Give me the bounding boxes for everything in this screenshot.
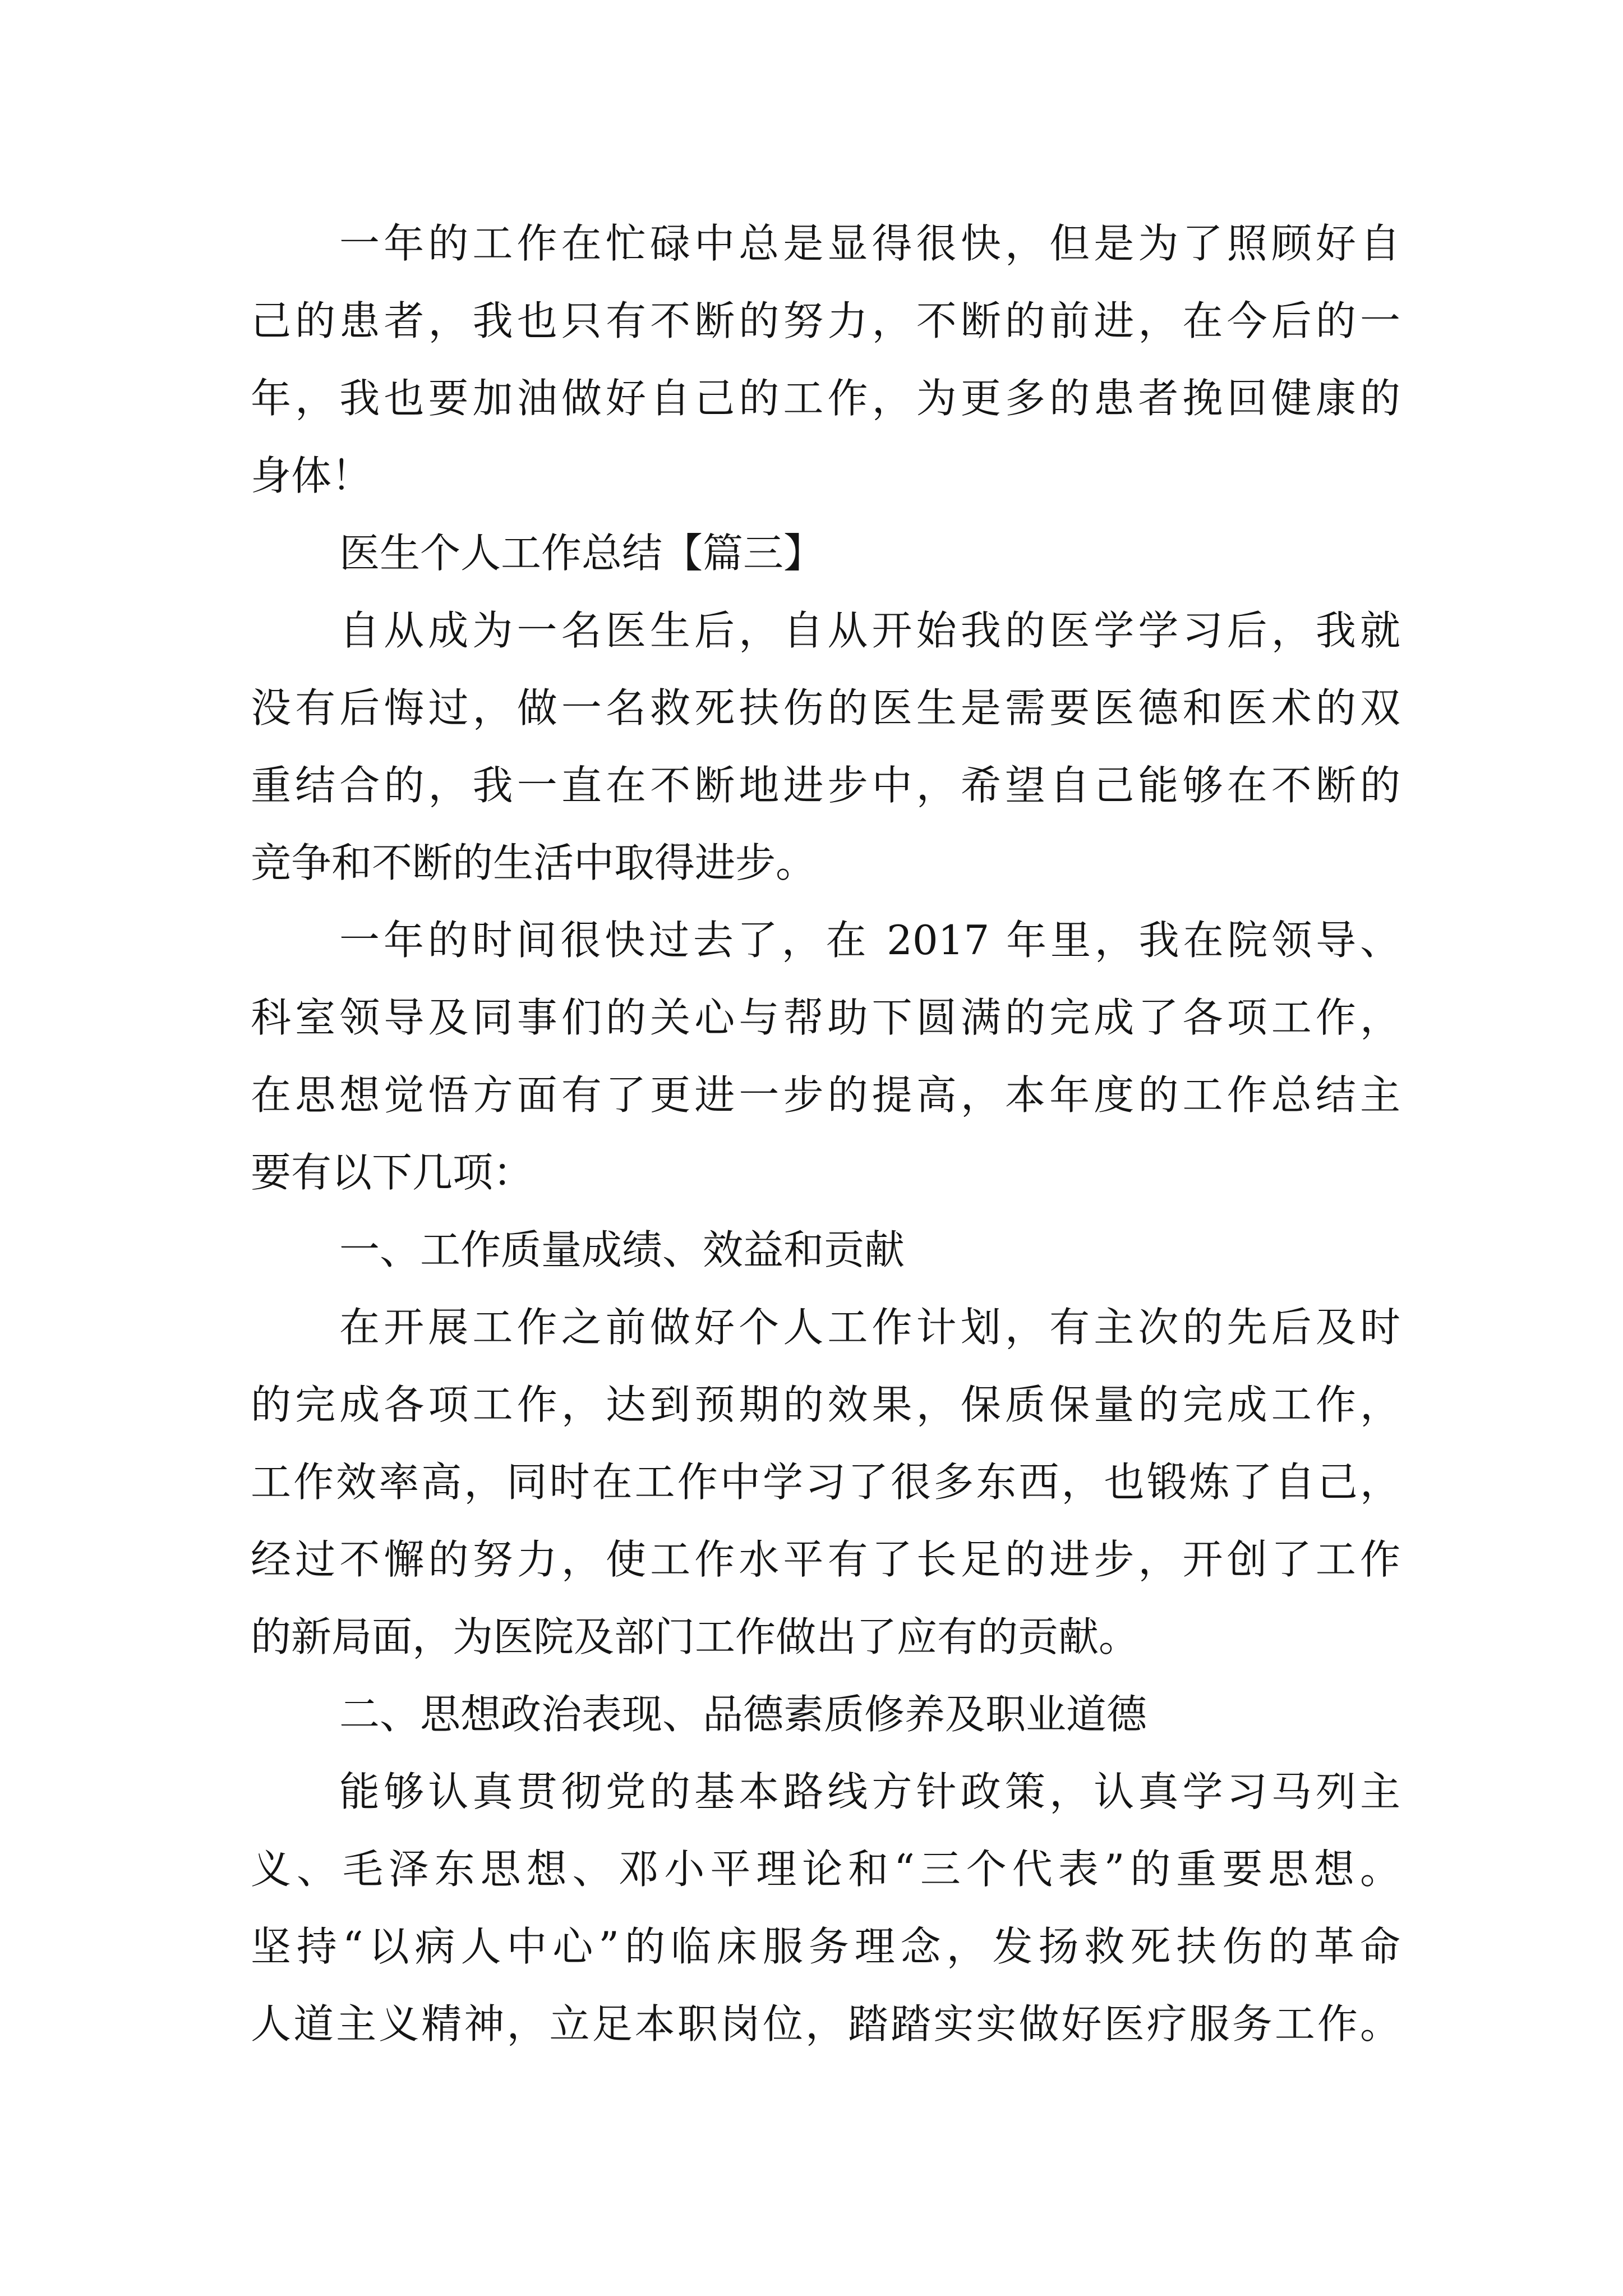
text-line: 人道主义精神，立足本职岗位，踏踏实实做好医疗服务工作。 xyxy=(251,2000,1400,2047)
section-title xyxy=(251,1676,1400,1753)
text-line: 己的患者，我也只有不断的努力，不断的前进，在今后的一 xyxy=(251,297,1400,344)
section-heading: 二、思想政治表现、品德素质修养及职业道德 xyxy=(339,1691,1147,1738)
text-line: 在思想觉悟方面有了更进一步的提高，本年度的工作总结主 xyxy=(251,1071,1400,1119)
text-line: 要有以下几项： xyxy=(251,1149,534,1196)
text-line: 身体！ xyxy=(251,452,372,499)
text-line: 一年的工作在忙碌中总是显得很快，但是为了照顾好自 xyxy=(339,220,1400,267)
text-line: 义、毛泽东思想、邓小平理论和“三个代表”的重要思想。 xyxy=(251,1846,1400,1893)
section-title xyxy=(251,514,1400,592)
text-line: 年，我也要加油做好自己的工作，为更多的患者挽回健康的 xyxy=(251,375,1400,422)
text-line: 一年的时间很快过去了，在 2017 年里，我在院领导、 xyxy=(339,917,1400,964)
text-line: 在开展工作之前做好个人工作计划，有主次的先后及时 xyxy=(339,1304,1400,1351)
paragraph xyxy=(251,901,1400,1211)
text-line: 的完成各项工作，达到预期的效果，保质保量的完成工作， xyxy=(251,1381,1400,1428)
text-line: 的新局面，为医院及部门工作做出了应有的贡献。 xyxy=(251,1613,1140,1660)
text-line: 科室领导及同事们的关心与帮助下圆满的完成了各项工作， xyxy=(251,994,1400,1041)
text-line: 没有后悔过，做一名救死扶伤的医生是需要医德和医术的双 xyxy=(251,684,1400,731)
section-heading: 医生个人工作总结【篇三】 xyxy=(339,530,824,577)
paragraph xyxy=(251,205,1400,514)
text-line: 能够认真贯彻党的基本路线方针政策，认真学习马列主 xyxy=(339,1768,1400,1815)
section-heading: 一、工作质量成绩、效益和贡献 xyxy=(339,1226,905,1273)
text-line: 竞争和不断的生活中取得进步。 xyxy=(251,839,817,886)
paragraph xyxy=(251,1289,1400,1676)
text-line: 重结合的，我一直在不断地进步中，希望自己能够在不断的 xyxy=(251,762,1400,809)
text-line: 坚持“以病人中心”的临床服务理念，发扬救死扶伤的革命 xyxy=(251,1923,1400,1970)
text-line: 工作效率高，同时在工作中学习了很多东西，也锻炼了自己， xyxy=(251,1458,1400,1506)
section-title xyxy=(251,1211,1400,1289)
paragraph xyxy=(251,592,1400,901)
document-body xyxy=(251,205,1400,2063)
paragraph xyxy=(251,1753,1400,2063)
text-line: 经过不懈的努力，使工作水平有了长足的进步，开创了工作 xyxy=(251,1536,1400,1583)
text-line: 自从成为一名医生后，自从开始我的医学学习后，我就 xyxy=(339,607,1400,654)
